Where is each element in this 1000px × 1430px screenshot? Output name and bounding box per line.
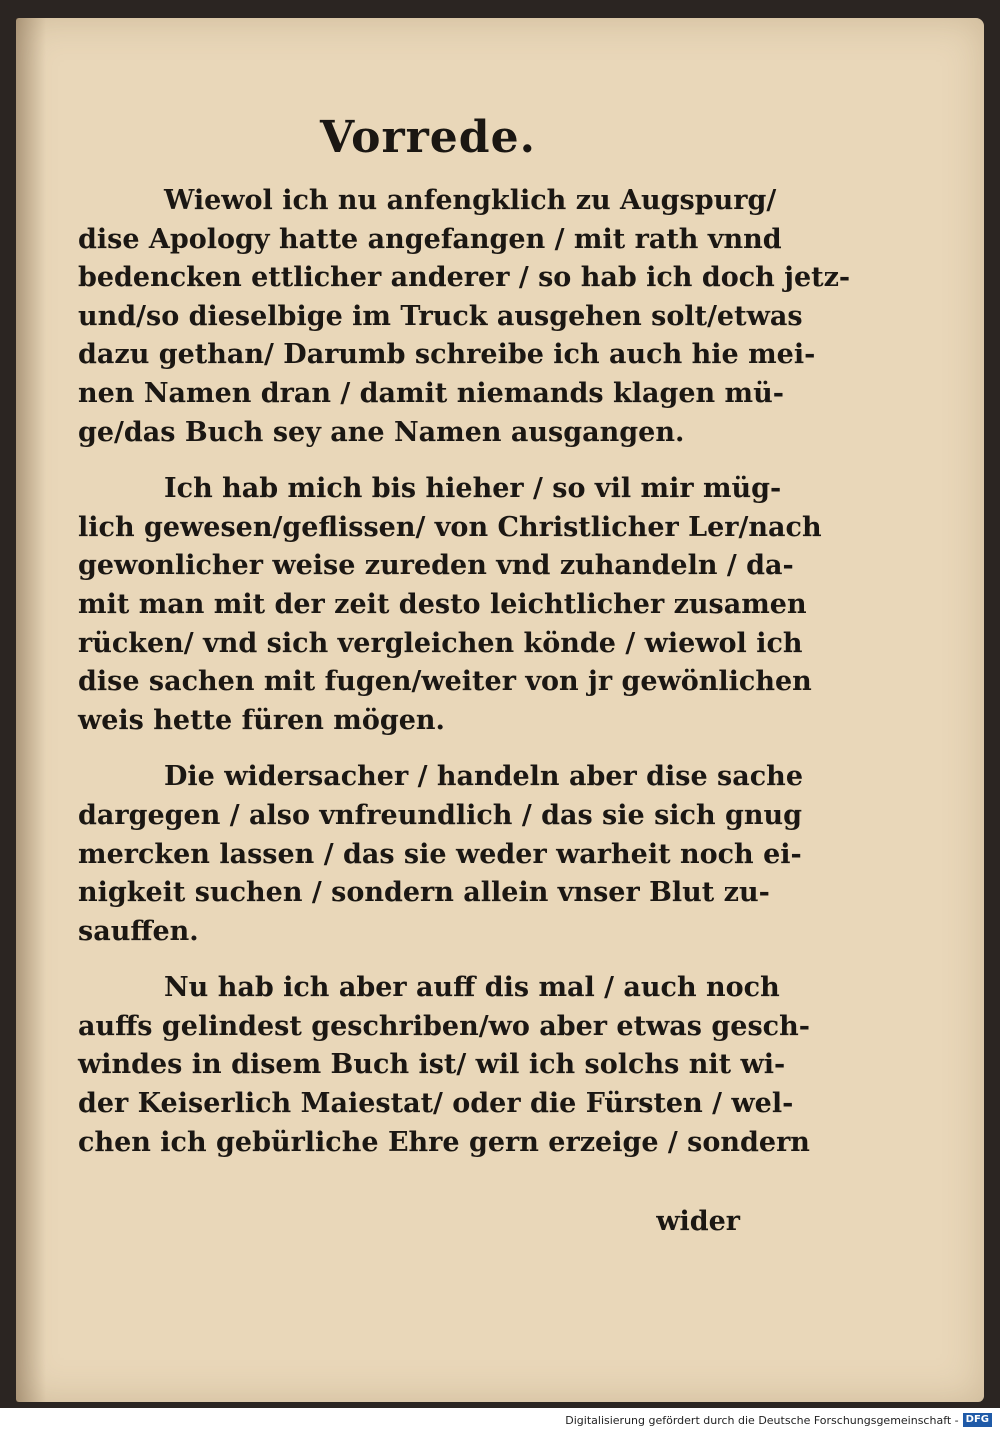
funding-footer (565, 1413, 992, 1427)
paragraph (78, 470, 822, 740)
paragraph (78, 758, 803, 951)
text-line: dise Apology hatte angefangen / mit rath vnnd (78, 223, 782, 255)
text-line: der Keiserlich Maiestat/ oder die Fürsten / wel- (78, 1088, 794, 1120)
footer-text: Digitalisierung gefördert durch die Deutsche Forschungsgemeinschaft - (565, 1413, 959, 1427)
text-line: dargegen / also vnfreundlich / das sie sich gnug (78, 799, 803, 831)
text-line: lich gewesen/geflissen/ von Christlicher Ler/nach (78, 511, 822, 543)
page-heading: Vorrede. (320, 112, 536, 163)
text-line: windes in disem Buch ist/ wil ich solchs nit wi- (78, 1049, 786, 1081)
text-line: dazu gethan/ Darumb schreibe ich auch hie mei- (78, 339, 816, 371)
text-line: chen ich gebürliche Ehre gern erzeige / sondern (78, 1126, 810, 1158)
text-line: rücken/ vnd sich vergleichen könde / wiewol ich (78, 627, 803, 659)
text-line: und/so dieselbige im Truck ausgehen solt/etwas (78, 300, 803, 332)
text-line: nigkeit suchen / sondern allein vnser Blut zu- (78, 877, 770, 909)
page-gutter-shadow (16, 18, 46, 1402)
paragraph (78, 182, 851, 452)
text-line: mercken lassen / das sie weder warheit noch ei- (78, 838, 802, 870)
text-line: dise sachen mit fugen/weiter von jr gewönlichen (78, 666, 812, 698)
paragraph (78, 969, 810, 1162)
body-text (78, 182, 851, 1180)
text-line: weis hette füren mögen. (78, 704, 445, 736)
text-line: Wiewol ich nu anfengklich zu Augspurg/ (164, 185, 777, 216)
text-line: Nu hab ich aber auff dis mal / auch noch (164, 972, 780, 1004)
text-line: Ich hab mich bis hieher / so vil mir müg- (164, 473, 782, 505)
text-line: mit man mit der zeit desto leichtlicher zusamen (78, 588, 807, 620)
text-line: nen Namen dran / damit niemands klagen mü- (78, 377, 784, 409)
text-line: ge/das Buch sey ane Namen ausgangen. (78, 416, 685, 448)
text-line: gewonlicher weise zureden vnd zuhandeln / da- (78, 550, 794, 582)
dfg-logo: DFG (963, 1413, 992, 1427)
text-line: Die widersacher / handeln aber dise sache (164, 761, 803, 793)
text-line: auffs gelindest geschriben/wo aber etwas gesch- (78, 1010, 810, 1042)
catchword: wider (656, 1206, 740, 1237)
text-line: sauffen. (78, 915, 199, 947)
text-line: bedencken ettlicher anderer / so hab ich doch jetz- (78, 262, 851, 294)
